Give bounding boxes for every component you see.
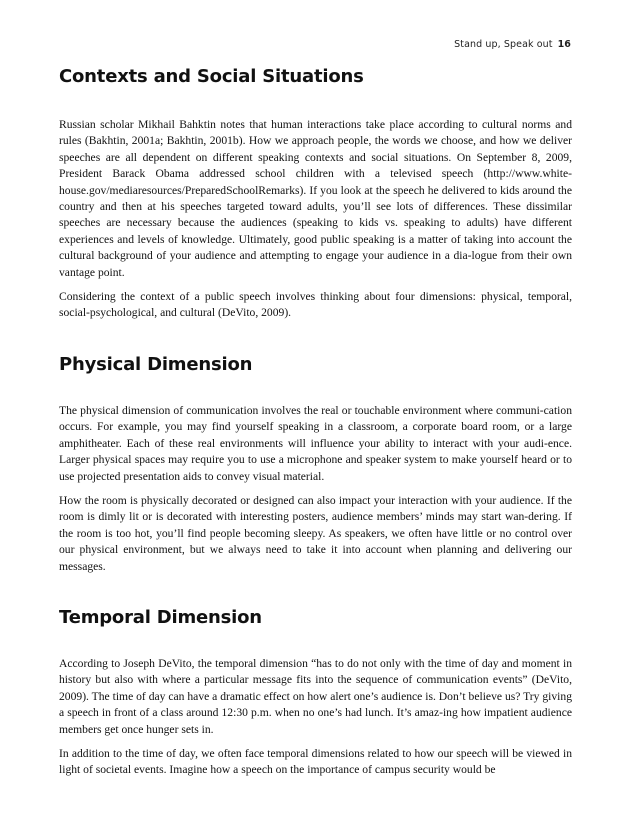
page-content xyxy=(59,60,572,779)
paragraph: The physical dimension of communication involves the real or touchable environment where communi-cation occurs. For example, you may find yourself speaking in a classroom, a corporate board room, or a large amphitheater. Each of these real environments will influence your ability to interact with your audi-ence. Larger physical spaces may require you to use a microphone and speaker system to make yourself heard or to use projected presentation aids to convey visual material. xyxy=(59,403,572,483)
running-title: Stand up, Speak out xyxy=(454,39,553,50)
paragraph: Considering the context of a public speech involves thinking about four dimensions: physical, temporal, social-psychological, and cultural (DeVito, 2009). xyxy=(59,290,572,320)
paragraph: How the room is physically decorated or designed can also impact your interaction with your audience. If the room is dimly lit or is decorated with interesting posters, audience members’ minds may start wan-dering. If the room is too hot, you’ll find people becoming sleepy. As speakers, we often have little or no control over our physical environment, but we always need to take it into account when planning and delivering our messages. xyxy=(59,493,572,573)
paragraph: Russian scholar Mikhail Bahktin notes that human interactions take place according to cultural norms and rules (Bakhtin, 2001a; Bakhtin, 2001b). How we approach people, the words we choose, and how we deliver speeches are all dependent on different speaking contexts and social situations. On September 8, 2009, President Barack Obama addressed school children with a televised speech (http://www.white-house.gov/mediaresources/PreparedSchoolRemarks). If you look at the speech he delivered to kids around the country and then at his speeches targeted toward adults, you’ll see lots of differences. These dissimilar speeches are necessary because the audiences (speaking to kids vs. speaking to adults) have different experiences and levels of knowledge. Ultimately, good public speaking is a matter of taking into account the cultural background of your audience and attempting to engage your audience in a dia-logue from their own vantage point. xyxy=(59,118,572,279)
running-header xyxy=(454,39,571,50)
paragraph: In addition to the time of day, we often face temporal dimensions related to how our speech will be viewed in light of societal events. Imagine how a speech on the importance of campus security would be xyxy=(59,746,572,777)
paragraph: According to Joseph DeVito, the temporal dimension “has to do not only with the time of day and moment in history but also with where a particular message fits into the sequence of communication events” (DeVito, 2009). The time of day can have a dramatic effect on how alert one’s audience is. Don’t believe us? Try giving a speech in front of a class around 12:30 p.m. when no one’s had lunch. It’s amaz-ing how impatient audience members get once hunger sets in. xyxy=(59,656,572,736)
page-number: 16 xyxy=(557,39,571,50)
section-heading-physical: Physical Dimension xyxy=(59,353,253,375)
section-heading-temporal: Temporal Dimension xyxy=(59,606,262,628)
section-heading-contexts: Contexts and Social Situations xyxy=(59,66,364,87)
